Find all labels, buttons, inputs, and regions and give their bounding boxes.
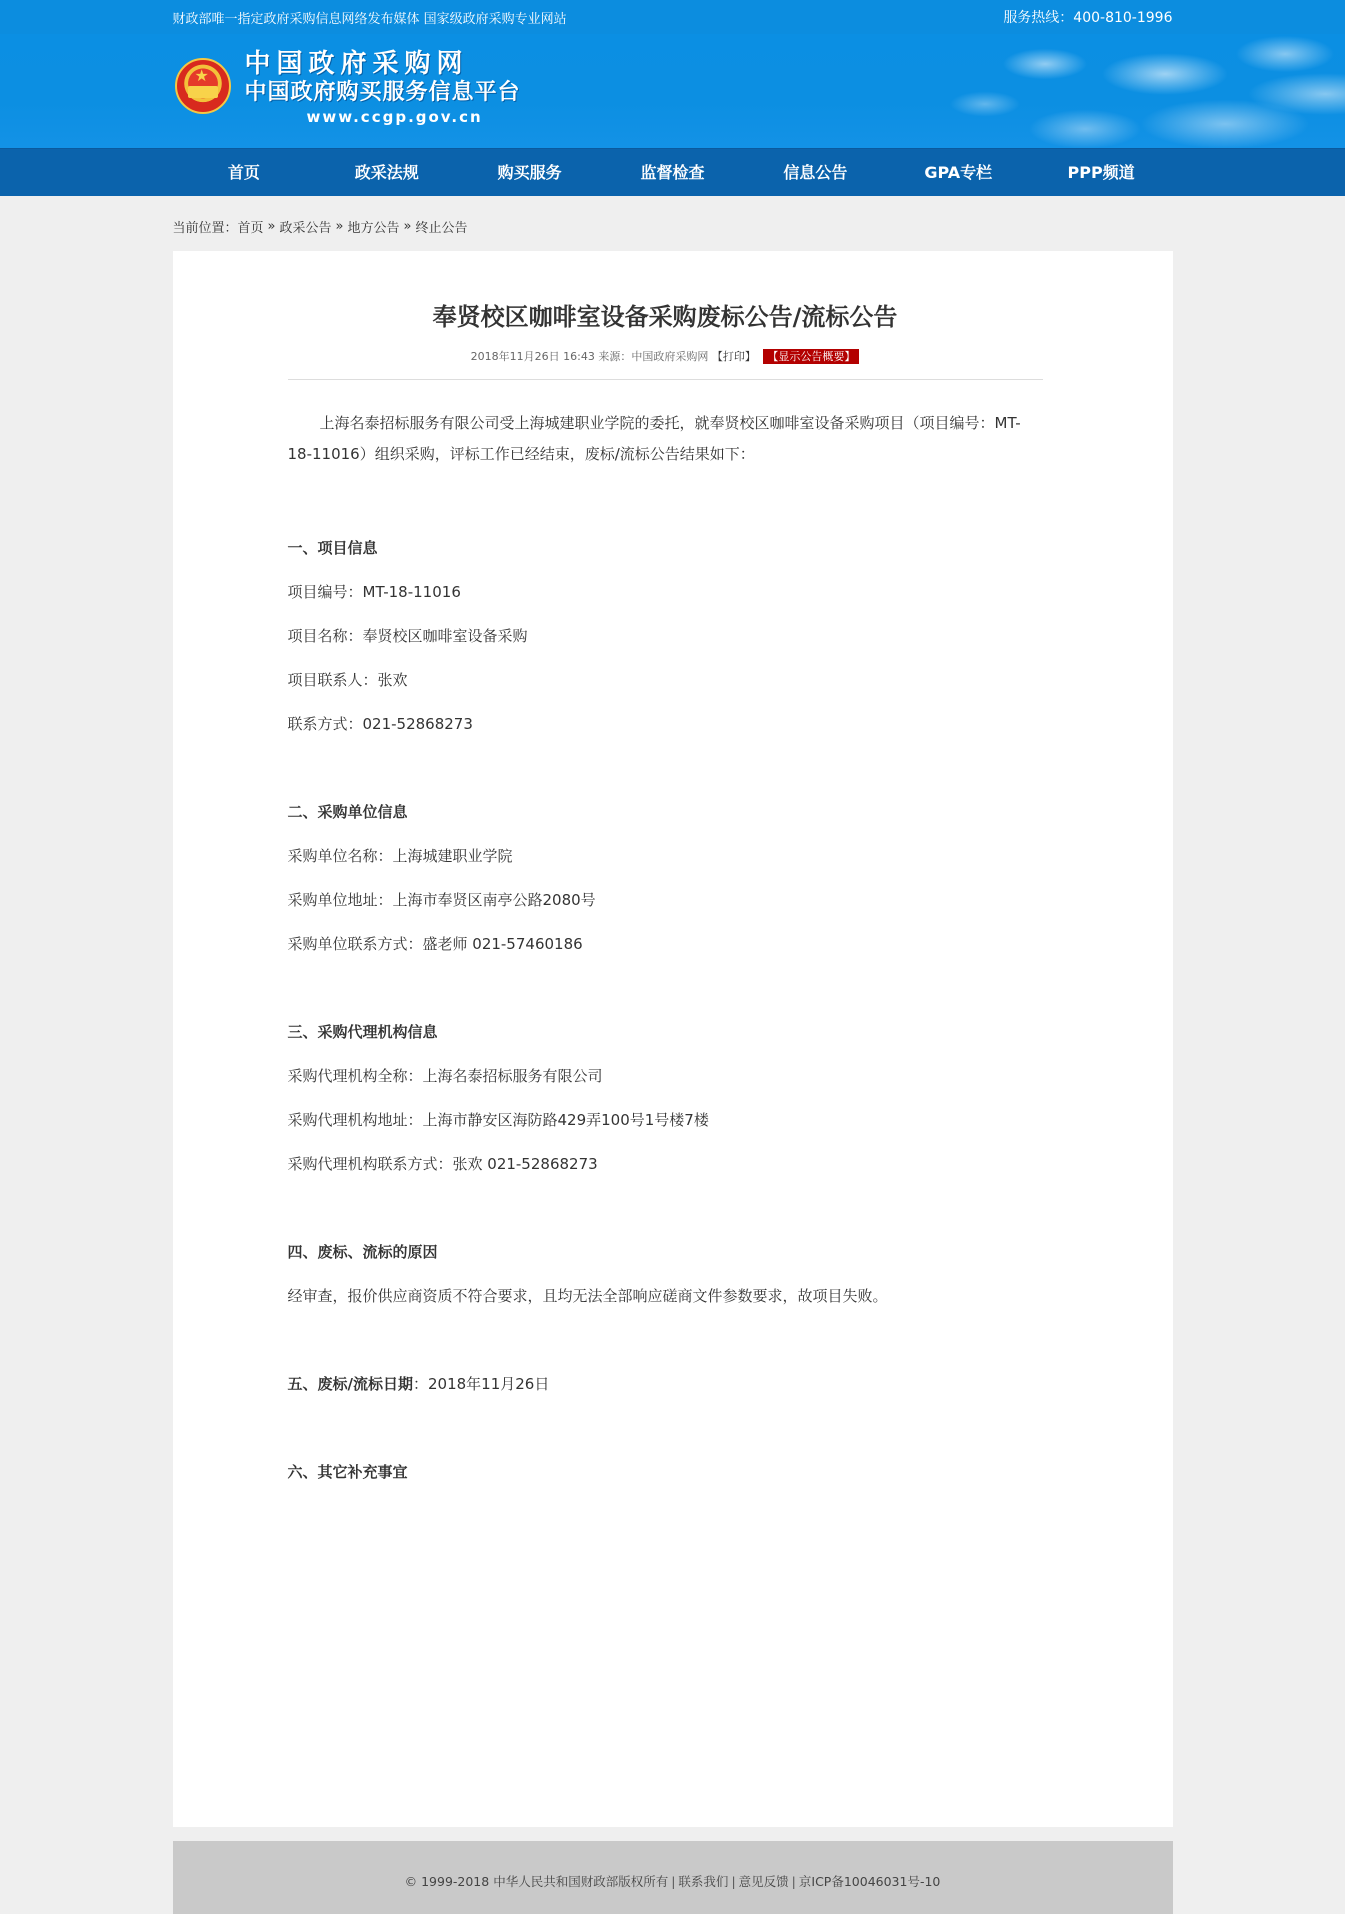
project-code: 项目编号：MT-18-11016 xyxy=(287,583,461,601)
section-agency-title: 三、采购代理机构信息 xyxy=(287,1023,438,1041)
breadcrumb-separator: » xyxy=(335,218,344,234)
breadcrumb-local[interactable]: 地方公告 xyxy=(347,220,400,236)
breadcrumb-home[interactable]: 首页 xyxy=(237,220,264,236)
nav-regulations[interactable]: 政采法规 xyxy=(354,163,419,182)
section-reason-title: 四、废标、流标的原因 xyxy=(287,1243,438,1261)
publish-datetime: 2018年11月26日 16:43 xyxy=(470,350,595,363)
intro-paragraph: 上海名泰招标服务有限公司受上海城建职业学院的委托，就奉贤校区咖啡室设备采购项目（项目编号：MT-18-11016）组织采购，评标工作已经结束，废标/流标公告结果如下： xyxy=(287,414,1021,463)
national-emblem-icon: ★ xyxy=(173,54,233,120)
footer-separator: | xyxy=(791,1873,796,1889)
nav-home[interactable]: 首页 xyxy=(227,163,260,182)
project-name: 项目名称：奉贤校区咖啡室设备采购 xyxy=(287,627,528,645)
logo-subtitle: 中国政府购买服务信息平台 xyxy=(244,80,521,105)
main-nav xyxy=(0,148,1345,196)
site-header xyxy=(0,34,1345,148)
section-date-title: 五、废标/流标日期 xyxy=(287,1375,413,1393)
section-purchaser-title: 二、采购单位信息 xyxy=(287,803,408,821)
project-contact: 项目联系人：张欢 xyxy=(287,671,408,689)
failure-date: ：2018年11月26日 xyxy=(412,1375,550,1393)
section-other-title: 六、其它补充事宜 xyxy=(287,1463,408,1481)
site-slogan: 财政部唯一指定政府采购信息网络发布媒体 国家级政府采购专业网站 xyxy=(172,11,567,27)
logo-title: 中国政府采购网 xyxy=(244,49,469,79)
site-logo[interactable] xyxy=(245,49,521,127)
nav-supervision[interactable]: 监督检查 xyxy=(640,163,705,182)
purchaser-name: 采购单位名称：上海城建职业学院 xyxy=(287,847,513,865)
article-title: 奉贤校区咖啡室设备采购废标公告/流标公告 xyxy=(432,303,898,331)
top-bar xyxy=(0,0,1345,34)
divider xyxy=(288,379,1043,380)
article-source: 来源：中国政府采购网 xyxy=(598,350,709,363)
breadcrumb-announcements[interactable]: 政采公告 xyxy=(279,220,332,236)
nav-gpa[interactable]: GPA专栏 xyxy=(924,163,993,182)
failure-date-line xyxy=(288,1368,1043,1400)
article-body xyxy=(288,408,1043,1488)
contact-us-link[interactable]: 联系我们 xyxy=(678,1874,729,1889)
logo-url: www.ccgp.gov.cn xyxy=(306,108,483,126)
failure-reason: 经审查，报价供应商资质不符合要求，且均无法全部响应磋商文件参数要求，故项目失败。 xyxy=(287,1287,888,1305)
copyright: © 1999-2018 中华人民共和国财政部版权所有 xyxy=(404,1874,669,1889)
agency-address: 采购代理机构地址：上海市静安区海防路429弄100号1号楼7楼 xyxy=(287,1111,709,1129)
show-summary-button[interactable]: 【显示公告概要】 xyxy=(763,349,859,364)
nav-purchase-service[interactable]: 购买服务 xyxy=(497,163,562,182)
nav-ppp[interactable]: PPP频道 xyxy=(1067,163,1135,182)
purchaser-address: 采购单位地址：上海市奉贤区南亭公路2080号 xyxy=(287,891,596,909)
breadcrumb xyxy=(173,196,1173,244)
article-meta xyxy=(288,348,1043,364)
breadcrumb-separator: » xyxy=(267,218,276,234)
footer-separator: | xyxy=(671,1873,676,1889)
service-hotline: 服务热线：400-810-1996 xyxy=(1003,10,1173,26)
agency-name: 采购代理机构全称：上海名泰招标服务有限公司 xyxy=(287,1067,603,1085)
feedback-link[interactable]: 意见反馈 xyxy=(738,1874,789,1889)
project-phone: 联系方式：021-52868273 xyxy=(287,715,473,733)
agency-contact: 采购代理机构联系方式：张欢 021-52868273 xyxy=(287,1155,598,1173)
site-footer xyxy=(173,1841,1173,1914)
purchaser-contact: 采购单位联系方式：盛老师 021-57460186 xyxy=(287,935,583,953)
nav-announcements[interactable]: 信息公告 xyxy=(783,163,848,182)
breadcrumb-prefix: 当前位置： xyxy=(172,220,238,236)
icp-link[interactable]: 京ICP备10046031号-10 xyxy=(798,1874,941,1889)
article-container xyxy=(173,251,1173,1827)
print-link[interactable]: 【打印】 xyxy=(711,350,756,363)
footer-separator: | xyxy=(731,1873,736,1889)
breadcrumb-termination[interactable]: 终止公告 xyxy=(415,220,468,236)
section-project-info-title: 一、项目信息 xyxy=(287,539,378,557)
breadcrumb-separator: » xyxy=(403,218,412,234)
